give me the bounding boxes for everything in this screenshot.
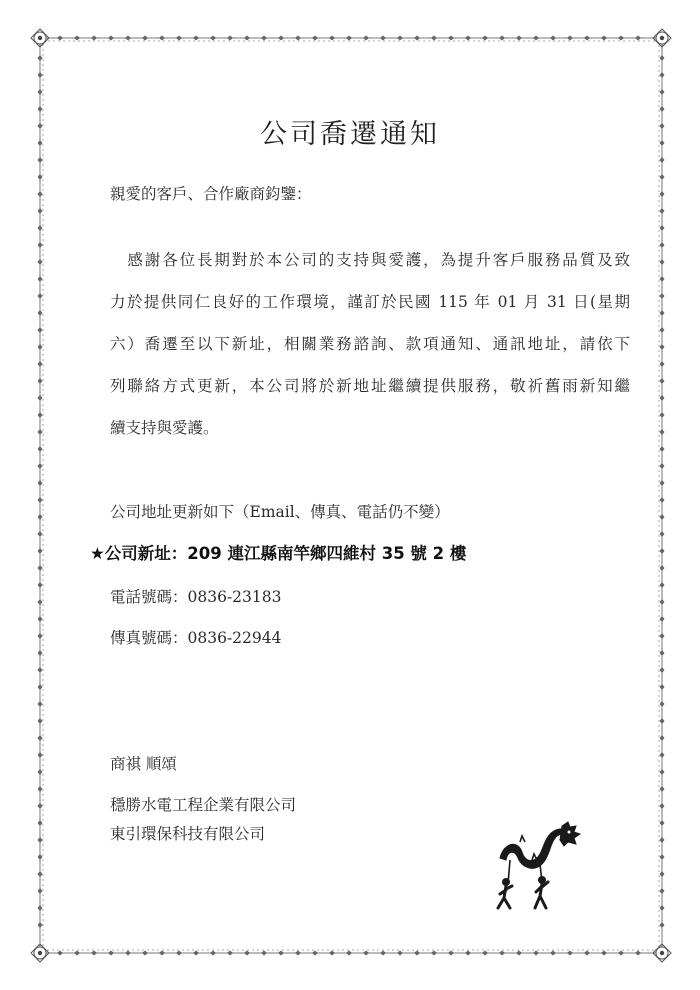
salutation: 親愛的客戶、合作廠商鈞鑒：	[110, 185, 312, 203]
body-line: 列聯絡方式更新，本公司將於新地址繼續提供服務，敬祈舊雨新知繼	[110, 377, 630, 395]
body-line: 力於提供同仁良好的工作環境，謹訂於民國 115 年 01 月 31 日(星期	[110, 293, 630, 311]
body-line: 續支持與愛護。	[110, 419, 219, 437]
address-update-intro: 公司地址更新如下（Email、傳真、電話仍不變）	[110, 503, 450, 521]
closing-greeting: 商祺 順頌	[110, 755, 177, 773]
company-name: 穩勝水電工程企業有限公司	[110, 796, 297, 814]
fax-number: 傳真號碼：0836-22944	[110, 629, 282, 647]
phone-number: 電話號碼：0836-23183	[110, 588, 282, 606]
page-title: 公司喬遷通知	[260, 119, 440, 150]
new-address: ★公司新址：209 連江縣南竿鄉四維村 35 號 2 樓	[90, 544, 467, 563]
body-line: 感謝各位長期對於本公司的支持與愛護，為提升客戶服務品質及致	[110, 251, 630, 269]
dragon-dance-icon	[490, 820, 582, 910]
company-name: 東引環保科技有限公司	[110, 825, 266, 843]
body-line: 六）喬遷至以下新址，相關業務諮詢、款項通知、通訊地址，請依下	[110, 335, 630, 353]
